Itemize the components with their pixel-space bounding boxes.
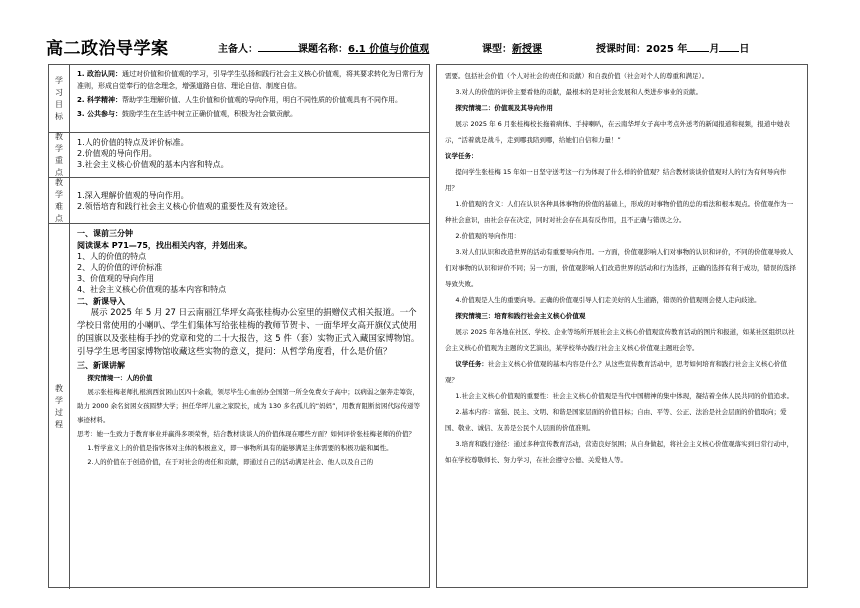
answer2: 2.人的价值在于创造价值，在于对社会的责任和贡献，即通过自己的活动满足社会、他人以及自己的 [87,458,374,466]
preclass-item: 3、价值观的导向作用 [77,274,155,283]
scene2-text: 展示 2025 年 6 月张桂梅校长拖着病体、手持喇叭，在云南华坪女子高中考点外送考的新闻报道和视频，报道中她表示，“活着就是战斗，走到哪我陪到哪，给她们自信和力量！” [445,120,790,144]
type-field [482,40,542,55]
date-field [596,40,749,55]
goal-item [77,94,423,106]
discuss3-text: 社会主义核心价值观的基本内容是什么？从这些宣传教育活动中，思考如何培育和践行社会主义核心价值观？ [445,360,787,384]
goal-text: 通过对价值和价值观的学习，引导学生弘扬和践行社会主义核心价值观，将其要求转化为日常行为准则，形成自觉奉行的信念理念，增强道路自信、理论自信、制度自信。 [77,70,423,90]
intro-text: 展示 2025 年 5 月 27 日云南丽江华坪女高张桂梅办公室里的捐赠仪式相关报道。一个学校日常使用的小喇叭、学生们集体写给张桂梅的教师节贺卡、一面华坪女高开旗仪式使用的国旗以及张桂梅手抄的党章和党的二十大报告，这 5 件（套）实物正式入藏国家博物馆。 [77,308,420,344]
goal-item [77,108,423,120]
preclass-item: 1、人的价值的特点 [77,252,147,261]
goal-item [77,68,423,92]
author-field [218,40,300,55]
difficult-points-content [71,178,429,223]
author-blank [258,42,300,52]
type-value: 新授课 [512,44,542,55]
goal-text: 鼓励学生在生活中树立正确价值观，积极为社会做贡献。 [121,110,297,118]
discuss2-label: 议学任务： [445,152,478,160]
key-point-item: 1.人的价值的特点及评价标准。 [77,138,189,147]
right-continue: 需要。包括社会价值（个人对社会的责任和贡献）和自我价值（社会对个人的尊重和满足）。 [445,72,709,80]
scene3-text: 展示 2025 年各地在社区、学校、企业等场所开展社会主义核心价值观宣传教育活动的图片和报道，如某社区组织以社会主义核心价值观为主题的文艺演出，某学校举办践行社会主义核心价值观主题班会等。 [445,328,795,352]
topic-value: 6.1 价值与价值观 [348,44,430,55]
scene1-title: 探究情境一：人的价值 [87,374,153,382]
key-points-row [49,133,429,178]
month-label: 月 [709,44,720,55]
scene2-title: 探究情境二：价值观及其导向作用 [455,104,553,112]
process-content [71,224,429,589]
think1: 思考：她一生致力于教育事业并赢得多项荣誉，结合教材谈谈人的价值体现在哪些方面？如何评价张桂梅老师的价值？ [77,430,415,438]
preclass-title: 一、课前三分钟 [77,229,133,238]
day-label: 日 [739,44,750,55]
topic-field [298,40,429,55]
def1: 1.价值观的含义：人们在认识各种具体事物的价值的基础上，形成的对事物价值的总的看法和根本观点。价值观作为一种社会意识，由社会存在决定，同时对社会存在具有反作用，且不正确与错误之分。 [445,200,794,224]
core3: 3.培育和践行途径：通过多种宣传教育活动，营造良好氛围；从自身做起，将社会主义核心价值观落实到日常行动中，如在学校尊敬师长、努力学习，在社会遵守公德、关爱他人等。 [445,440,794,464]
goals-content [71,65,429,132]
goal-head: 3. 公共参与： [77,110,122,118]
process-label: 教学过程 [55,383,63,429]
topic-label: 课题名称： [298,44,348,55]
difficult-point-item: 1.深入理解价值观的导向作用。 [77,191,189,200]
process-row [49,224,429,589]
core1: 1.社会主义核心价值观的重要性：社会主义核心价值观是当代中国精神的集中体现，凝结着全体人民共同的价值追求。 [455,392,794,400]
scene3-title: 探究情境三：培育和践行社会主义核心价值观 [455,312,586,320]
key-points-content [71,133,429,177]
goal-text: 帮助学生理解价值、人生价值和价值观的导向作用，明白不同性质的价值观具有不同作用。 [121,96,402,104]
difficult-points-label: 教学难点 [55,177,63,223]
preclass-item: 2、人的价值的评价标准 [77,263,163,272]
goals-label: 学习目标 [55,75,63,121]
answer1: 1.哲学意义上的价值是指客体对主体的积极意义，即一事物所具有的能够满足主体需要的积极功能和属性。 [87,444,393,452]
goal-head: 1. 政治认同： [77,70,122,78]
def4: 4.价值观是人生的重要向导。正确的价值观引导人们走美好的人生道路，错误的价值观则会使人走向歧途。 [455,296,761,304]
right-eval: 3.对人的价值的评价主要看他的贡献，最根本的是对社会发展和人类进步事业的贡献。 [455,88,703,96]
intro-title: 二、新课导入 [77,297,125,306]
author-label: 主备人： [218,44,258,55]
header [46,34,846,58]
difficult-points-label-cell [49,178,70,223]
key-point-item: 2.价值观的导向作用。 [77,149,157,158]
discuss2-text: 提问学生张桂梅 15 年如一日坚守送考这一行为体现了什么样的价值观？结合教材谈谈价值观对人的行为有何导向作用？ [445,168,787,192]
goals-row [49,65,429,133]
preclass-task: 阅读课本 P71—75，找出相关内容，并划出来。 [77,241,252,250]
key-points-label: 教学重点 [55,132,63,177]
right-column [436,64,808,588]
preclass-item: 4、社会主义核心价值观的基本内容和特点 [77,285,227,294]
discuss3 [445,356,799,388]
type-label: 课型： [482,44,512,55]
goal-head: 2. 科学精神： [77,96,122,104]
key-point-item: 3.社会主义核心价值观的基本内容和特点。 [77,160,229,169]
discuss3-label: 议学任务： [455,360,488,368]
def3: 3.对人们认识和改造世界的活动有重要导向作用。一方面，价值观影响人们对事物的认识和评价，不同的价值观导致人们对事物的认识和评价不同；另一方面，价值观影响人们改造世界的活动和行为选择，正确的选择有利于成功，错误的选择导致失败。 [445,248,796,288]
intro-question: 引导学生思考国家博物馆收藏这些实物的意义，提问：从哲学角度看，什么是价值？ [77,347,392,357]
month-blank [687,42,709,52]
lecture-title: 三、新课讲解 [77,361,125,370]
day-blank [719,42,739,52]
def2: 2.价值观的导向作用： [455,232,521,240]
scene1-text: 展示张桂梅老师扎根滇西贫困山区四十余载，领尽毕生心血创办全国第一所全免费女子高中；以病弱之躯奔走筹资，助力 2000 余名贫困女孩圆梦大学；担任华坪儿童之家院长，成为 130 多名孤儿的“妈妈”，用教育阻断贫困代际传递等事迹材料。 [77,388,420,424]
date-label: 授课时间：2025 年 [596,44,688,55]
page-title: 高二政治导学案 [46,39,169,59]
left-table [48,64,430,588]
process-label-cell [49,224,70,589]
core2: 2.基本内容：富强、民主、文明、和谐是国家层面的价值目标；自由、平等、公正、法治是社会层面的价值取向；爱国、敬业、诚信、友善是公民个人层面的价值准则。 [445,408,787,432]
goals-label-cell [49,65,70,132]
difficult-points-row [49,178,429,224]
difficult-point-item: 2.领悟培育和践行社会主义核心价值观的重要性及有效途径。 [77,202,293,211]
key-points-label-cell [49,133,70,177]
